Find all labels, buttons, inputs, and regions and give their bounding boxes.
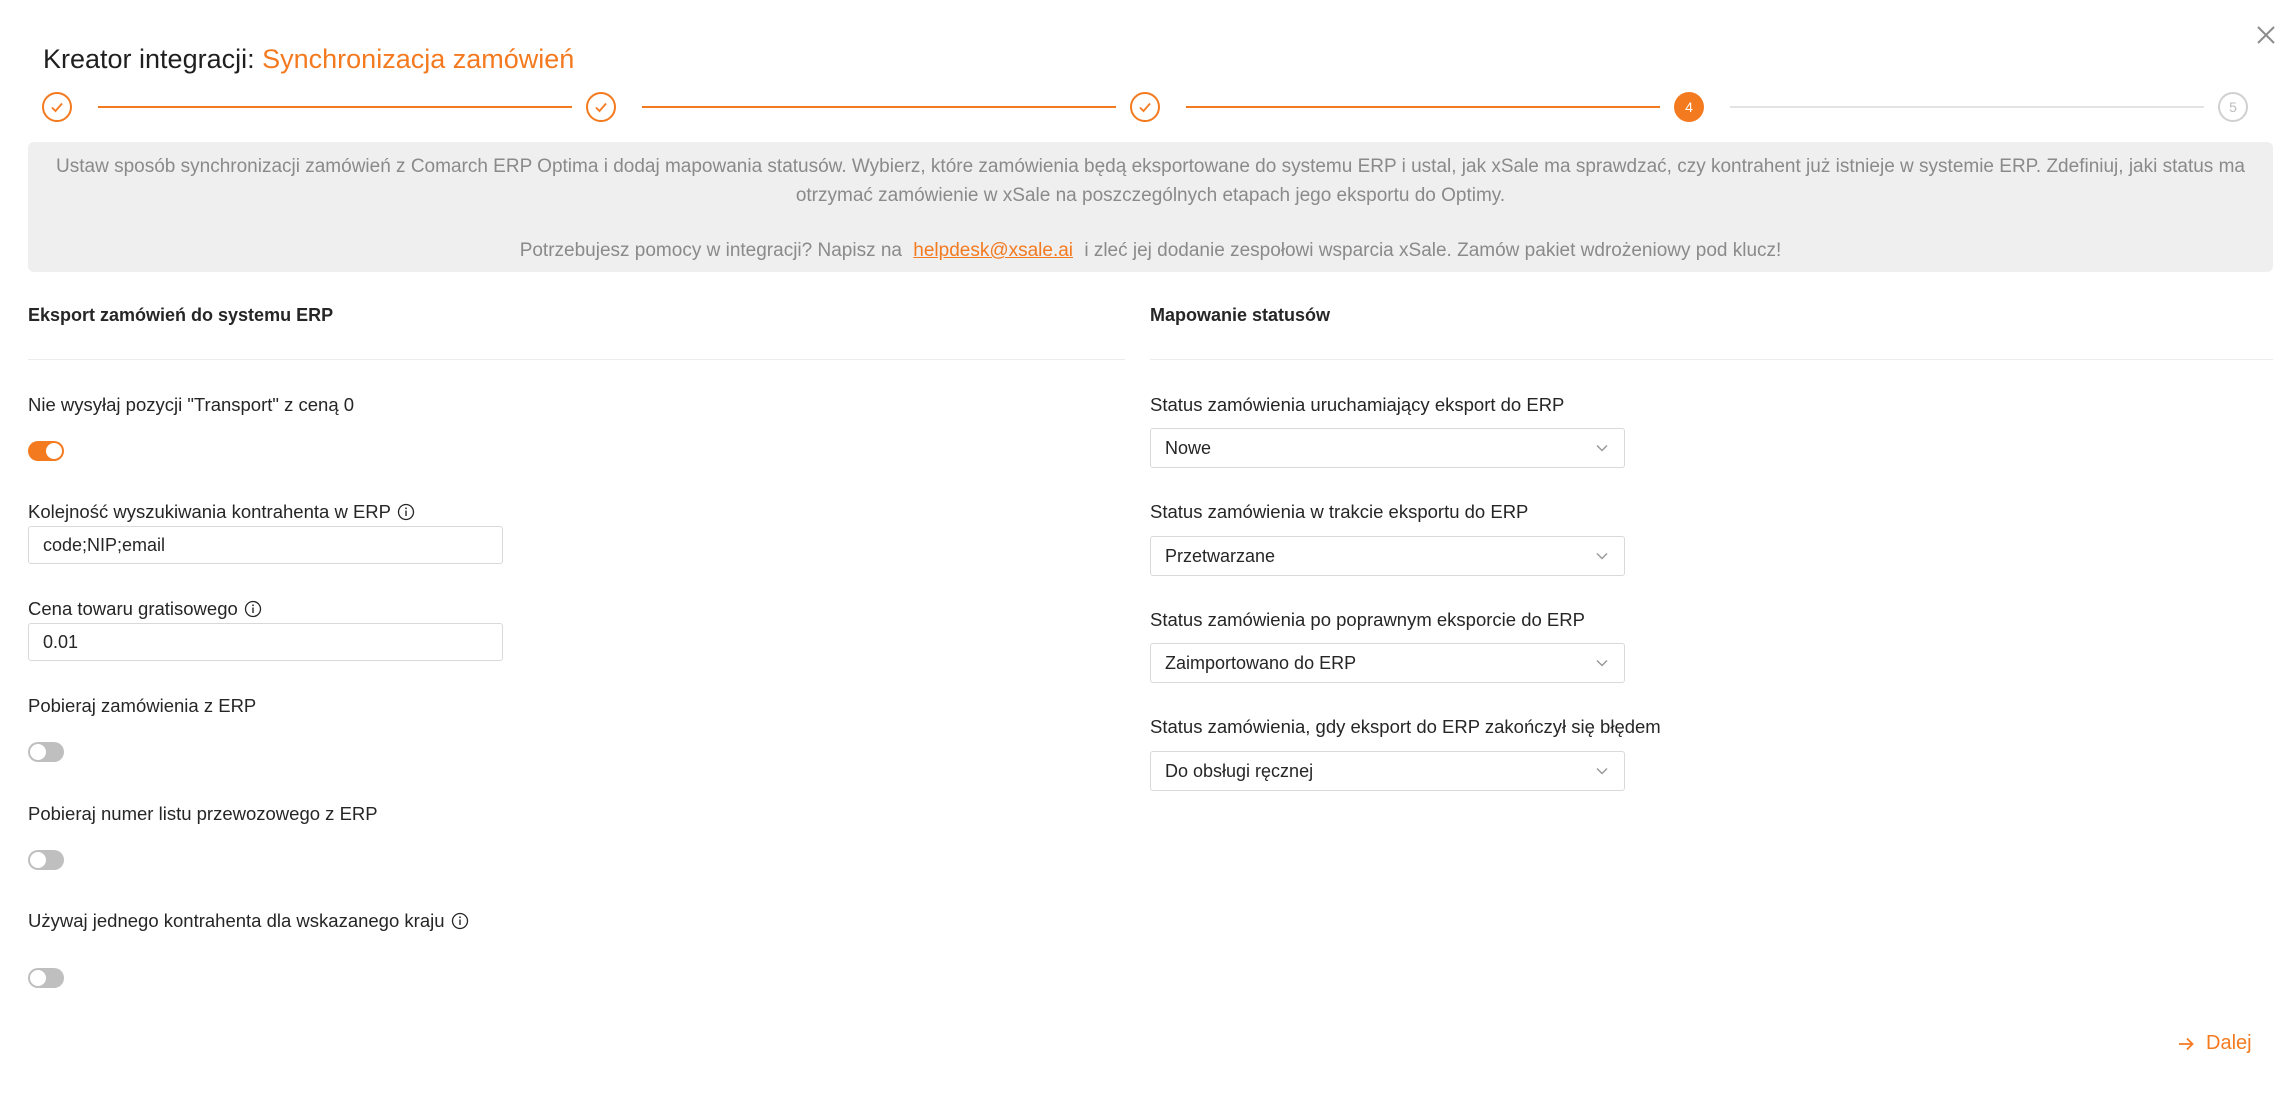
wizard-stepper [42, 92, 2264, 124]
during-status-value: Przetwarzane [1165, 545, 1276, 566]
divider [1150, 359, 2273, 360]
free-price-label-text: Cena towaru gratisowego [28, 598, 238, 619]
check-icon [593, 99, 609, 115]
step-connector [98, 106, 572, 108]
step-1-done[interactable] [42, 92, 72, 122]
no-transport-label [28, 394, 354, 416]
trigger-status-label-text: Status zamówienia uruchamiający eksport do ERP [1150, 394, 1565, 415]
fetch-waybill-toggle[interactable] [28, 850, 64, 870]
info-description: Ustaw sposób synchronizacji zamówień z Comarch ERP Optima i dodaj mapowania statusów. Wybierz, które zamówienia będą eksportowane do systemu ERP i ustal, jak xSale ma sprawdzać, czy kontrahent już istnieje w systemie ERP. Zdefiniuj, jaki status ma otrzymać zamówienie w xSale na poszczególnych etapach jego eksportu do Optimy. [56, 156, 2245, 206]
success-status-value: Zaimportowano do ERP [1165, 652, 1357, 673]
error-status-select[interactable] [1150, 751, 1625, 791]
success-status-label [1150, 609, 1585, 631]
chevron-down-icon [1594, 548, 1610, 564]
fetch-waybill-label-text: Pobieraj numer listu przewozowego z ERP [28, 803, 378, 824]
step-connector [642, 106, 1116, 108]
title-accent: Synchronizacja zamówień [262, 44, 575, 74]
help-text-before: Potrzebujesz pomocy w integracji? Napisz na [519, 240, 902, 261]
error-status-label [1150, 716, 1661, 738]
single-contractor-toggle[interactable] [28, 968, 64, 988]
close-icon [2255, 24, 2277, 46]
free-price-input[interactable] [28, 623, 503, 661]
search-order-label-text: Kolejność wyszukiwania kontrahenta w ERP [28, 501, 391, 522]
step-4-current[interactable]: 4 [1674, 92, 1704, 122]
next-button-label: Dalej [2206, 1032, 2252, 1054]
single-contractor-label [28, 910, 469, 932]
close-button[interactable] [2255, 24, 2277, 46]
step-connector [1730, 106, 2204, 108]
step-connector [1186, 106, 1660, 108]
fetch-orders-label-text: Pobieraj zamówienia z ERP [28, 695, 257, 716]
search-order-label [28, 501, 415, 523]
info-box [28, 142, 2273, 272]
arrow-right-icon [2176, 1034, 2196, 1054]
export-section-title: Eksport zamówień do systemu ERP [28, 305, 334, 325]
trigger-status-label [1150, 394, 1564, 416]
helpdesk-email-link[interactable]: helpdesk@xsale.ai [913, 240, 1074, 261]
error-status-value: Do obsługi ręcznej [1165, 760, 1314, 781]
chevron-down-icon [1594, 763, 1610, 779]
check-icon [49, 99, 65, 115]
chevron-down-icon [1594, 655, 1610, 671]
page-title [43, 44, 574, 75]
success-status-select[interactable] [1150, 643, 1625, 683]
during-status-label-text: Status zamówienia w trakcie eksportu do ERP [1150, 501, 1529, 522]
fetch-orders-toggle[interactable] [28, 742, 64, 762]
fetch-waybill-label [28, 803, 378, 825]
check-icon [1137, 99, 1153, 115]
help-line [28, 236, 2273, 265]
single-contractor-label-text: Używaj jednego kontrahenta dla wskazanego kraju [28, 910, 445, 931]
step-5-pending[interactable]: 5 [2218, 92, 2248, 122]
trigger-status-select[interactable] [1150, 428, 1625, 468]
info-icon[interactable] [244, 600, 262, 618]
trigger-status-value: Nowe [1165, 437, 1212, 458]
no-transport-toggle[interactable] [28, 441, 64, 461]
title-prefix: Kreator integracji: [43, 44, 255, 74]
info-icon[interactable] [451, 912, 469, 930]
during-status-select[interactable] [1150, 536, 1625, 576]
info-icon[interactable] [397, 503, 415, 521]
no-transport-label-text: Nie wysyłaj pozycji "Transport" z ceną 0 [28, 394, 355, 415]
step-2-done[interactable] [586, 92, 616, 122]
error-status-label-text: Status zamówienia, gdy eksport do ERP zakończył się błędem [1150, 716, 1661, 737]
success-status-label-text: Status zamówienia po poprawnym eksporcie do ERP [1150, 609, 1585, 630]
during-status-label [1150, 501, 1528, 523]
help-text-after: i zleć jej dodanie zespołowi wsparcia xSale. Zamów pakiet wdrożeniowy pod klucz! [1084, 240, 1782, 261]
mapping-section-title: Mapowanie statusów [1150, 305, 1331, 325]
search-order-input[interactable] [28, 526, 503, 564]
step-3-done[interactable] [1130, 92, 1160, 122]
fetch-orders-label [28, 695, 256, 717]
next-button[interactable] [2176, 1032, 2252, 1055]
free-price-label [28, 598, 262, 620]
chevron-down-icon [1594, 440, 1610, 456]
divider [28, 359, 1125, 360]
